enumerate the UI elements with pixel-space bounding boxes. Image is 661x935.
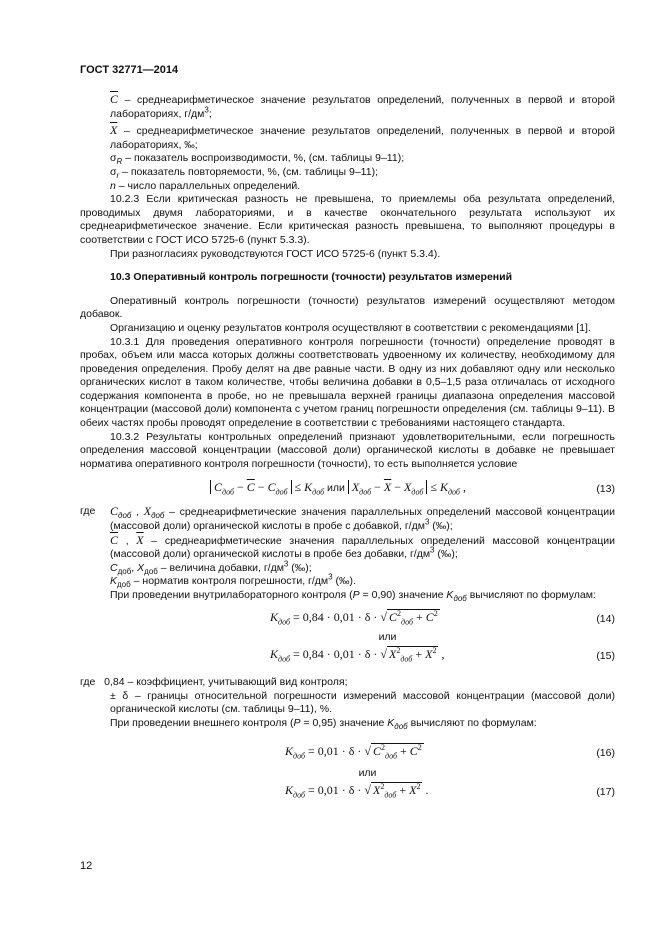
paragraph-external-control: При проведении внешнего контроля (P = 0,95) значение $K_{доб}$ вычисляют по формулам: (110, 716, 537, 732)
equation-17: $K_{доб} = 0,01 \cdot \delta$ · √ $X^2_{доб} + \overline{X}^2$ . (17) (285, 782, 615, 800)
def-c-mean: $\overline{C}$ – среднеарифметическое значение результатов определений, полученных в первой и второй лабораториях, $г/дм^3$; (110, 92, 615, 120)
def-x-mean: $\overline{X}$ – среднеарифметическое значение результатов определений, полученных в первой и второй лабораториях, ‰; (110, 123, 615, 151)
paragraph-10-3-2: 10.3.2 Результаты контрольных определений признают удовлетворительными, если погрешность определения массовой концентрации (массовой доли) органической кислоты в добавке не превышает норматива оперативного контроля погрешности (точности), то есть выполняется условие (80, 430, 615, 470)
or-label: или (378, 630, 397, 643)
paragraph-op-control: Оперативный контроль погрешности (точности) результатов измерений осуществляют методом добавок. (80, 294, 615, 321)
equation-number-14: (14) (596, 612, 615, 625)
equation-number-15: (15) (596, 650, 615, 663)
definitions-15: где 0,84 – коэффициент, учитывающий вид контроля; ± δ – границы относительной погрешности измерений массовой концентрации (массовой доли) органической кислоты (см. таблицы 9–11), %. (80, 676, 615, 716)
document-body (80, 93, 615, 804)
def-n: n – число параллельных определений. (110, 179, 301, 192)
paragraph-10-3-1: 10.3.1 Для проведения оперативного контроля погрешности (точности) определение проводят в пробах, объем или масса которых должны соответствовать удвоенному их количеству, необходимому для проведения определения. Пробу делят на две равные части. В одну из них добавляют одну или несколько органических кислот в таком количестве, чтобы величина добавки в 0,5–1,5 раза отличалась от исходного содержания компонента в пробе, но не превышала верхней границы диапазона определения массовой концентрации (массовой доли) компонента с учетом границ погрешности определения (см. таблицы 9–11). В обеих частях пробы проводят определение в соответствии с требованиями настоящего стандарта. (80, 335, 615, 430)
section-title-10-3: 10.3 Оперативный контроль погрешности (точности) результатов измерений (110, 271, 513, 284)
definitions-13: где $C_{доб}$ , $X_{доб}$ – среднеарифметические значения параллельных определений массовой концентрации (массовой доли) органической кислоты в пробе с добавкой, $г/дм^3$ (‰); $\overline{C}$ , $\overline{X}$ – среднеарифметические значения параллельных определений массовой концентрации (массовой доли) органической кислоты в пробе без добавки, $г/дм^3$ (‰); $C_{доб}$, $X_{доб}$ – величина добавки, $г/дм^3$ (‰); $K_{доб}$ – норматив контроля погрешности, $г/дм^3$ (‰). (80, 504, 615, 590)
equation-number-17: (17) (596, 786, 615, 799)
paragraph-10-2-3: 10.2.3 Если критическая разность не превышена, то приемлемы оба результата определений, проводимых двумя лабораториями, и в качестве окончательного результата используют их среднеарифметическое значение. Если критическая разность превышена, то выполняют процедуры в соответствии с ГОСТ ИСО 5725-6 (пункт 5.3.3). (80, 193, 615, 246)
equation-16: $K_{доб} = 0,01 \cdot \delta$ · √ $C^2_{доб} + \overline{C}^2$ (16) (285, 742, 615, 760)
def-sigma-r-repro: $\sigma_R$ – показатель воспроизводимости, %, (см. таблицы 9–11); (110, 152, 405, 167)
paragraph-internal-control: При проведении внутрилабораторного контроля (P = 0,90) значение $K_{доб}$ вычисляют по формулам: (110, 589, 596, 604)
equation-14: $K_{доб} = 0,84 \cdot 0,01 \cdot \delta$ · √ $C^2_{доб} + \overline{C}^2$ (14) (270, 608, 615, 626)
page-number: 12 (80, 860, 93, 872)
equation-number-13: (13) (596, 483, 615, 496)
paragraph-disagreement: При разногласиях руководствуются ГОСТ ИСО 5725-6 (пункт 5.3.4). (110, 247, 441, 260)
paragraph-organization: Организацию и оценку результатов контроля осуществляют в соответствии с рекомендациями [1]. (110, 321, 591, 334)
page-header: ГОСТ 32771—2014 (80, 64, 179, 76)
equation-13: $C_{доб} - \overline{C} - C_{доб} \le K_{доб}$ или $X_{доб} - \overline{X} - X_{доб} \le K_{доб}$ , (13) (80, 477, 615, 503)
equation-number-16: (16) (596, 746, 615, 759)
equation-15: $K_{доб} = 0,84 \cdot 0,01 \cdot \delta$ · √ $X^2_{доб} + \overline{X}^2$ , (15) (270, 646, 615, 664)
or-label-2: или (358, 766, 377, 779)
def-sigma-r-repeat: $\sigma_r$ – показатель повторяемости, %, (см. таблицы 9–11); (110, 165, 378, 181)
